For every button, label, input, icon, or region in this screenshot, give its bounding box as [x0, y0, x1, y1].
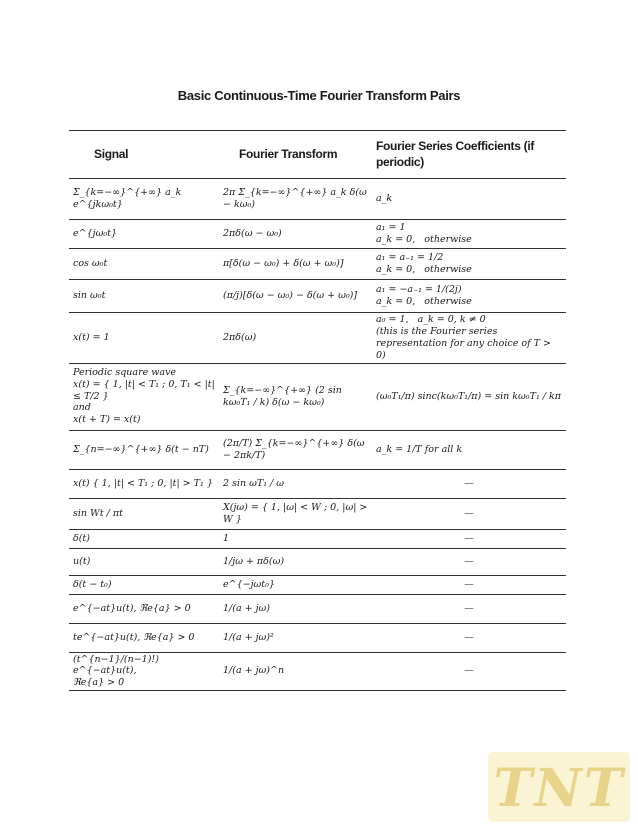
signal-cell-line: e^{−at}u(t), ℜe{a} > 0	[73, 602, 191, 614]
coefficient-cell-line: a_k	[376, 193, 393, 205]
coefficient-cell	[372, 280, 566, 313]
coefficient-cell-line: (this is the Fourier series representation for any choice of T > 0)	[376, 325, 554, 361]
table-row	[69, 313, 566, 364]
coefficient-cell-line: a₁ = −a₋₁ = 1/(2j)	[376, 284, 462, 296]
fourier-pairs-table	[69, 130, 566, 691]
transform-cell-line: 1/(a + jω)^n	[223, 665, 285, 677]
signal-cell-line: δ(t − t₀)	[73, 578, 112, 590]
signal-cell-line: Periodic square wave	[73, 366, 177, 378]
transform-cell	[219, 469, 372, 498]
coefficient-cell-line: —	[464, 555, 474, 567]
coefficient-cell	[372, 363, 566, 430]
table-row	[69, 469, 566, 498]
signal-cell-line: and	[73, 402, 91, 414]
header-signal: Signal	[69, 131, 219, 179]
signal-cell-line: δ(t)	[73, 532, 90, 544]
signal-cell-line: sin ω₀t	[73, 290, 106, 302]
tnt-logo-text: TNT	[493, 758, 625, 819]
signal-cell	[69, 220, 219, 249]
coefficient-cell	[372, 220, 566, 249]
table-row	[69, 498, 566, 529]
signal-cell-line: x(t) = { 1, |t| < T₁ ; 0, T₁ < |t| ≤ T/2 }	[73, 378, 218, 402]
signal-cell	[69, 652, 219, 691]
coefficient-cell	[372, 430, 566, 469]
transform-cell-line: 2πδ(ω − ω₀)	[223, 228, 282, 240]
coefficient-cell	[372, 652, 566, 691]
signal-cell-line: x(t) = 1	[73, 331, 110, 343]
transform-cell	[219, 313, 372, 364]
signal-cell-line: sin Wt / πt	[73, 507, 123, 519]
coefficient-cell	[372, 575, 566, 594]
transform-cell	[219, 498, 372, 529]
signal-cell	[69, 594, 219, 623]
table-row	[69, 594, 566, 623]
transform-cell-line: π[δ(ω − ω₀) + δ(ω + ω₀)]	[223, 258, 344, 270]
transform-cell	[219, 575, 372, 594]
signal-cell-line: Σ_{n=−∞}^{+∞} δ(t − nT)	[73, 443, 209, 455]
table-row	[69, 575, 566, 594]
transform-cell-line: 2π Σ_{k=−∞}^{+∞} a_k δ(ω − kω₀)	[223, 187, 370, 210]
page-title: Basic Continuous-Time Fourier Transform Pairs	[177, 88, 461, 103]
transform-cell-line: (2π/T) Σ_{k=−∞}^{+∞} δ(ω − 2πk/T)	[223, 437, 368, 461]
signal-cell-line: Σ_{k=−∞}^{+∞} a_k e^{jkω₀t}	[73, 187, 185, 210]
transform-cell-line: 2 sin ωT₁ / ω	[223, 477, 284, 489]
signal-cell-line: ℜe{a} > 0	[73, 677, 125, 689]
signal-cell-line: x(t + T) = x(t)	[73, 414, 141, 426]
coefficient-cell	[372, 179, 566, 220]
coefficient-cell-line: —	[464, 602, 474, 614]
table-header-row	[69, 131, 566, 179]
transform-cell	[219, 179, 372, 220]
header-fourier-series-coefficients: Fourier Series Coefficients (if periodic)	[372, 131, 566, 179]
signal-cell	[69, 623, 219, 652]
signal-cell-line: x(t) { 1, |t| < T₁ ; 0, |t| > T₁ }	[73, 477, 213, 489]
table-row	[69, 220, 566, 249]
signal-cell	[69, 498, 219, 529]
coefficient-cell-line: —	[464, 631, 474, 643]
table-row	[69, 280, 566, 313]
coefficient-cell-line: a₀ = 1, a_k = 0, k ≠ 0	[376, 314, 486, 325]
coefficient-cell	[372, 594, 566, 623]
signal-cell	[69, 469, 219, 498]
signal-cell-line: te^{−at}u(t), ℜe{a} > 0	[73, 631, 195, 643]
header-fourier-transform: Fourier Transform	[219, 131, 372, 179]
table-row	[69, 363, 566, 430]
coefficient-cell-line: —	[464, 477, 474, 489]
transform-cell	[219, 220, 372, 249]
signal-cell	[69, 313, 219, 364]
signal-cell	[69, 179, 219, 220]
signal-cell-line: u(t)	[73, 555, 91, 567]
coefficient-cell	[372, 529, 566, 548]
transform-cell-line: e^{−jωt₀}	[223, 578, 275, 590]
coefficient-cell-line: a₁ = a₋₁ = 1/2	[376, 252, 444, 264]
signal-cell	[69, 249, 219, 280]
table-row	[69, 623, 566, 652]
tnt-logo	[488, 752, 630, 822]
table-row	[69, 430, 566, 469]
signal-cell-line: e^{jω₀t}	[73, 228, 117, 240]
coefficient-cell	[372, 548, 566, 575]
transform-cell-line: 1	[223, 532, 230, 544]
transform-cell-line: 1/jω + πδ(ω)	[223, 555, 285, 567]
coefficient-cell-line: a_k = 0, otherwise	[376, 264, 472, 275]
transform-cell	[219, 623, 372, 652]
table-row	[69, 179, 566, 220]
coefficient-cell-line: —	[464, 532, 474, 544]
signal-cell-line: (t^{n−1}/(n−1)!) e^{−at}u(t),	[73, 653, 162, 677]
transform-cell	[219, 363, 372, 430]
coefficient-cell-line: (ω₀T₁/π) sinc(kω₀T₁/π) = sin kω₀T₁ / kπ	[376, 390, 561, 402]
signal-cell	[69, 363, 219, 430]
signal-cell	[69, 548, 219, 575]
transform-cell	[219, 548, 372, 575]
coefficient-cell	[372, 498, 566, 529]
transform-cell	[219, 594, 372, 623]
coefficient-cell-line: —	[464, 507, 474, 519]
table-row	[69, 529, 566, 548]
coefficient-cell-line: a_k = 0, otherwise	[376, 234, 472, 245]
coefficient-cell	[372, 469, 566, 498]
table-row	[69, 548, 566, 575]
signal-cell	[69, 575, 219, 594]
transform-cell	[219, 529, 372, 548]
signal-cell	[69, 430, 219, 469]
signal-cell	[69, 280, 219, 313]
coefficient-cell-line: —	[464, 578, 474, 590]
transform-cell-line: 1/(a + jω)²	[223, 631, 274, 643]
signal-cell	[69, 529, 219, 548]
table-row	[69, 652, 566, 691]
coefficient-cell	[372, 249, 566, 280]
transform-cell	[219, 430, 372, 469]
signal-cell-line: cos ω₀t	[73, 258, 108, 270]
coefficient-cell-line: a₁ = 1	[376, 222, 406, 234]
transform-cell-line: Σ_{k=−∞}^{+∞} (2 sin kω₀T₁ / k) δ(ω − kω₀)	[223, 384, 345, 408]
transform-cell-line: (π/j)[δ(ω − ω₀) − δ(ω + ω₀)]	[223, 290, 358, 302]
table-row	[69, 249, 566, 280]
transform-cell-line: X(jω) = { 1, |ω| < W ; 0, |ω| > W }	[223, 501, 371, 525]
transform-cell	[219, 249, 372, 280]
coefficient-cell-line: a_k = 0, otherwise	[376, 296, 472, 307]
transform-cell-line: 1/(a + jω)	[223, 602, 271, 614]
coefficient-cell	[372, 623, 566, 652]
transform-cell	[219, 652, 372, 691]
coefficient-cell	[372, 313, 566, 364]
coefficient-cell-line: a_k = 1/T for all k	[376, 443, 463, 455]
coefficient-cell-line: —	[464, 665, 474, 677]
transform-cell-line: 2πδ(ω)	[223, 331, 257, 343]
transform-cell	[219, 280, 372, 313]
